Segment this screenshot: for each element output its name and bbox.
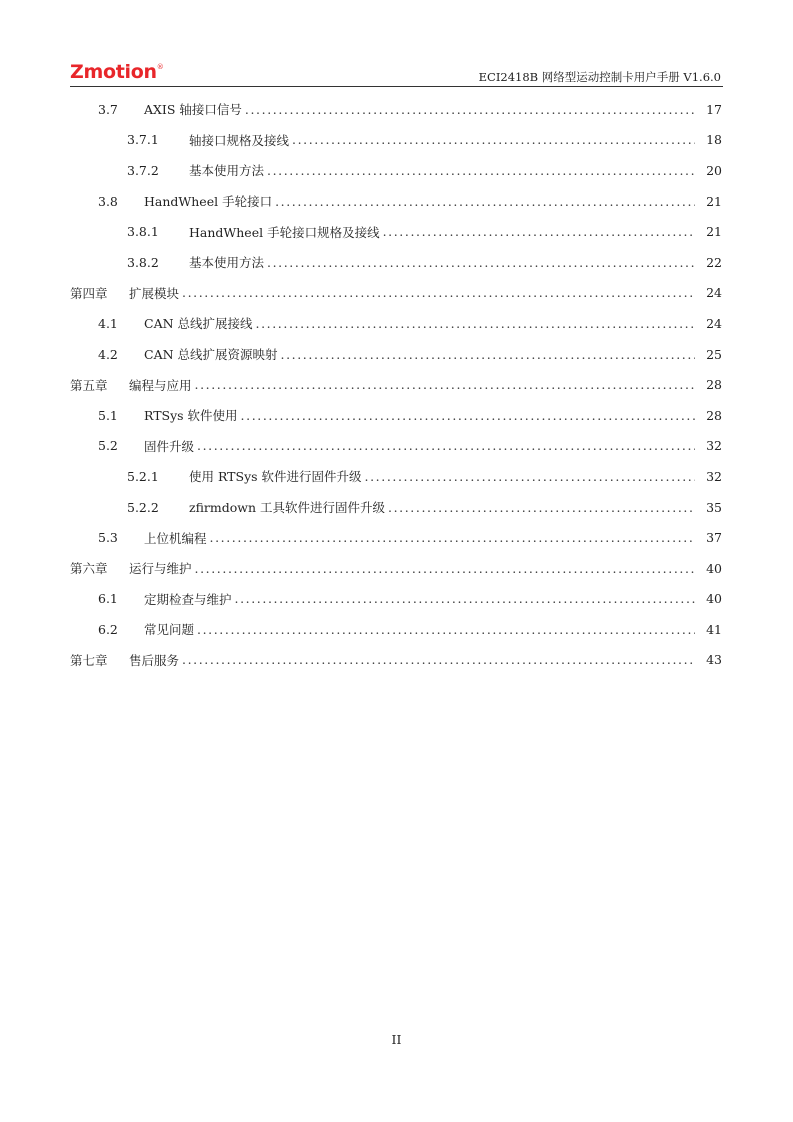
dot-leader	[182, 285, 695, 300]
toc-entry[interactable]	[70, 492, 722, 523]
toc-entry-page: 28	[706, 407, 722, 423]
toc-entry-number: 6.2	[98, 621, 118, 637]
dot-leader	[292, 132, 695, 147]
dot-leader	[182, 652, 695, 667]
toc-entry-title: 轴接口规格及接线	[189, 132, 290, 148]
dot-leader	[245, 102, 695, 117]
toc-entry-number: 第四章	[70, 285, 108, 301]
document-title: ECI2418B 网络型运动控制卡用户手册 V1.6.0	[478, 70, 721, 84]
zmotion-logo: Zmotion®	[70, 61, 164, 83]
toc-entry-number: 3.7.2	[127, 162, 159, 178]
toc-entry-title: 常见问题	[144, 622, 195, 638]
toc-entry-page: 32	[706, 468, 722, 484]
toc-entry-number: 5.3	[98, 530, 118, 546]
toc-entry[interactable]	[70, 522, 722, 553]
dot-leader	[195, 561, 695, 576]
dot-leader	[365, 469, 695, 484]
toc-entry-number: 第七章	[70, 652, 108, 668]
toc-entry[interactable]	[70, 94, 722, 125]
toc-entry-title: 编程与应用	[129, 377, 192, 393]
toc-entry-title: 定期检查与维护	[144, 591, 232, 607]
toc-entry-number: 5.2.1	[127, 468, 159, 484]
toc-entry-title: 基本使用方法	[189, 163, 265, 179]
toc-entry[interactable]	[70, 216, 722, 247]
toc-entry[interactable]	[70, 278, 722, 309]
toc-entry-page: 32	[706, 438, 722, 454]
toc-entry-number: 4.2	[98, 346, 118, 362]
toc-entry-page: 17	[706, 101, 722, 117]
toc-entry-number: 5.1	[98, 407, 118, 423]
toc-entry-page: 21	[706, 193, 722, 209]
page-number: II	[391, 1032, 402, 1047]
toc-entry-number: 3.8.2	[127, 254, 159, 270]
dot-leader	[195, 377, 695, 392]
toc-entry[interactable]	[70, 614, 722, 645]
dot-leader	[197, 622, 695, 637]
toc-entry[interactable]	[70, 247, 722, 278]
toc-entry-number: 3.7.1	[127, 132, 159, 148]
toc-entry[interactable]	[70, 400, 722, 431]
toc-entry-title: AXIS 轴接口信号	[144, 102, 242, 118]
toc-entry-title: RTSys 软件使用	[144, 408, 238, 424]
toc-entry-page: 43	[706, 652, 722, 668]
toc-entry-page: 37	[706, 530, 722, 546]
toc-entry[interactable]	[70, 186, 722, 217]
toc-entry-page: 41	[706, 621, 722, 637]
toc-entry-number: 5.2	[98, 438, 118, 454]
toc-entry-page: 40	[706, 560, 722, 576]
toc-entry-page: 18	[706, 132, 722, 148]
dot-leader	[281, 347, 695, 362]
dot-leader	[256, 316, 695, 331]
dot-leader	[235, 591, 695, 606]
toc-entry-number: 6.1	[98, 591, 118, 607]
toc-entry[interactable]	[70, 645, 722, 676]
toc-entry-title: CAN 总线扩展接线	[144, 316, 253, 332]
dot-leader	[241, 408, 695, 423]
dot-leader	[267, 255, 695, 270]
toc-entry-page: 24	[706, 315, 722, 331]
toc-entry-page: 20	[706, 162, 722, 178]
page-header	[70, 60, 723, 87]
toc-entry-title: 售后服务	[129, 652, 180, 668]
toc-entry[interactable]	[70, 339, 722, 370]
table-of-contents	[70, 94, 722, 675]
toc-entry[interactable]	[70, 461, 722, 492]
dot-leader	[197, 438, 695, 453]
toc-entry-page: 24	[706, 285, 722, 301]
dot-leader	[210, 530, 695, 545]
toc-entry-title: 使用 RTSys 软件进行固件升级	[189, 469, 362, 485]
toc-entry-page: 22	[706, 254, 722, 270]
toc-entry[interactable]	[70, 155, 722, 186]
toc-entry[interactable]	[70, 125, 722, 156]
toc-entry-title: 基本使用方法	[189, 255, 265, 271]
toc-entry[interactable]	[70, 308, 722, 339]
toc-entry-title: HandWheel 手轮接口规格及接线	[189, 224, 380, 240]
toc-entry[interactable]	[70, 431, 722, 462]
toc-entry-page: 21	[706, 224, 722, 240]
toc-entry-number: 3.8	[98, 193, 118, 209]
toc-entry-title: 上位机编程	[144, 530, 207, 546]
toc-entry-page: 28	[706, 377, 722, 393]
toc-entry-title: 运行与维护	[129, 561, 192, 577]
dot-leader	[388, 500, 695, 515]
toc-entry-title: 扩展模块	[129, 285, 180, 301]
toc-entry-title: CAN 总线扩展资源映射	[144, 347, 278, 363]
toc-entry-number: 4.1	[98, 315, 118, 331]
toc-entry-title: 固件升级	[144, 438, 195, 454]
toc-entry-page: 35	[706, 499, 722, 515]
dot-leader	[383, 224, 695, 239]
toc-entry-number: 3.7	[98, 101, 118, 117]
toc-entry-page: 40	[706, 591, 722, 607]
toc-entry[interactable]	[70, 584, 722, 615]
toc-entry[interactable]	[70, 369, 722, 400]
toc-entry-number: 第六章	[70, 561, 108, 577]
dot-leader	[267, 163, 695, 178]
toc-entry-page: 25	[706, 346, 722, 362]
toc-entry-number: 5.2.2	[127, 499, 159, 515]
dot-leader	[275, 194, 695, 209]
toc-entry-title: HandWheel 手轮接口	[144, 194, 273, 210]
toc-entry-number: 3.8.1	[127, 224, 159, 240]
toc-entry[interactable]	[70, 553, 722, 584]
toc-entry-title: zfirmdown 工具软件进行固件升级	[189, 500, 386, 516]
toc-entry-number: 第五章	[70, 377, 108, 393]
